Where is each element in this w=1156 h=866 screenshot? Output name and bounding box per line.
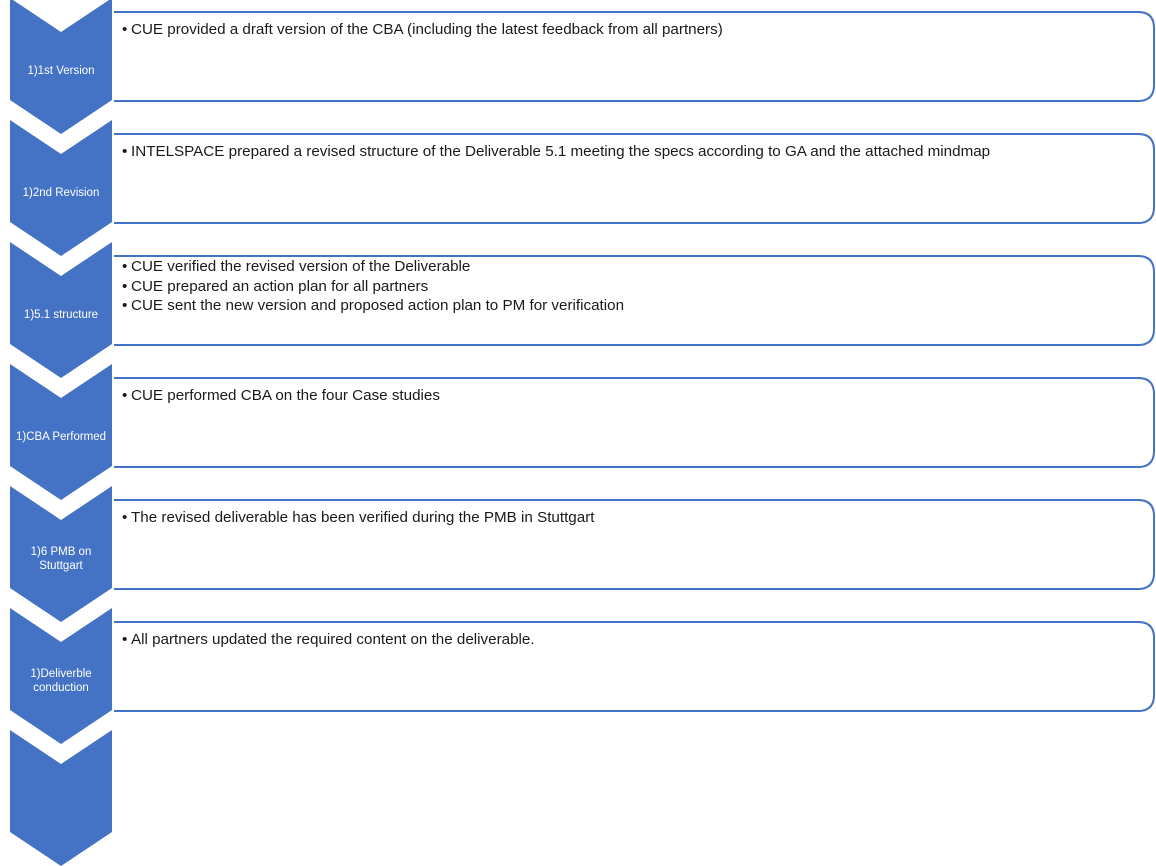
chevron-polygon	[10, 730, 112, 866]
step-panel	[114, 11, 1156, 102]
bullet-item: • INTELSPACE prepared a revised structure of the Deliverable 5.1 meeting the specs according to GA and the attached mindmap	[122, 141, 1144, 162]
step-panel	[114, 133, 1156, 224]
chevron-shape	[10, 730, 112, 866]
final-chevron	[10, 730, 112, 866]
step-chevron	[10, 486, 112, 622]
bullet-list	[122, 19, 1144, 40]
bullet-list	[122, 385, 1144, 406]
step-label: 1)5.1 structure	[23, 309, 99, 321]
bullet-list	[122, 629, 1144, 650]
step-chevron	[10, 242, 112, 378]
step-label: 1)1st Version	[27, 65, 95, 77]
step-chevron	[10, 364, 112, 500]
bullet-list	[122, 257, 1144, 316]
bullet-item: • The revised deliverable has been verified during the PMB in Stuttgart	[122, 507, 1144, 528]
step-chevron	[10, 120, 112, 256]
step-panel	[114, 377, 1156, 468]
bullet-item: • CUE provided a draft version of the CBA (including the latest feedback from all partners)	[122, 19, 1144, 40]
step-panel	[114, 621, 1156, 712]
step-chevron	[10, 608, 112, 744]
bullet-item: • CUE prepared an action plan for all partners	[122, 277, 1144, 297]
bullet-item: • CUE performed CBA on the four Case studies	[122, 385, 1144, 406]
bullet-item: • CUE sent the new version and proposed action plan to PM for verification	[122, 296, 1144, 316]
step-label: 1)6 PMB on Stuttgart	[30, 546, 92, 572]
bullet-list	[122, 507, 1144, 528]
step-label: 1)CBA Performed	[15, 431, 107, 443]
step-chevron	[10, 0, 112, 134]
step-label: 1)2nd Revision	[22, 187, 100, 199]
bullet-item: • CUE verified the revised version of the Deliverable	[122, 257, 1144, 277]
bullet-list	[122, 141, 1144, 162]
bullet-item: • All partners updated the required content on the deliverable.	[122, 629, 1144, 650]
step-panel	[114, 255, 1156, 346]
step-label: 1)Deliverble conduction	[30, 668, 92, 694]
step-panel	[114, 499, 1156, 590]
